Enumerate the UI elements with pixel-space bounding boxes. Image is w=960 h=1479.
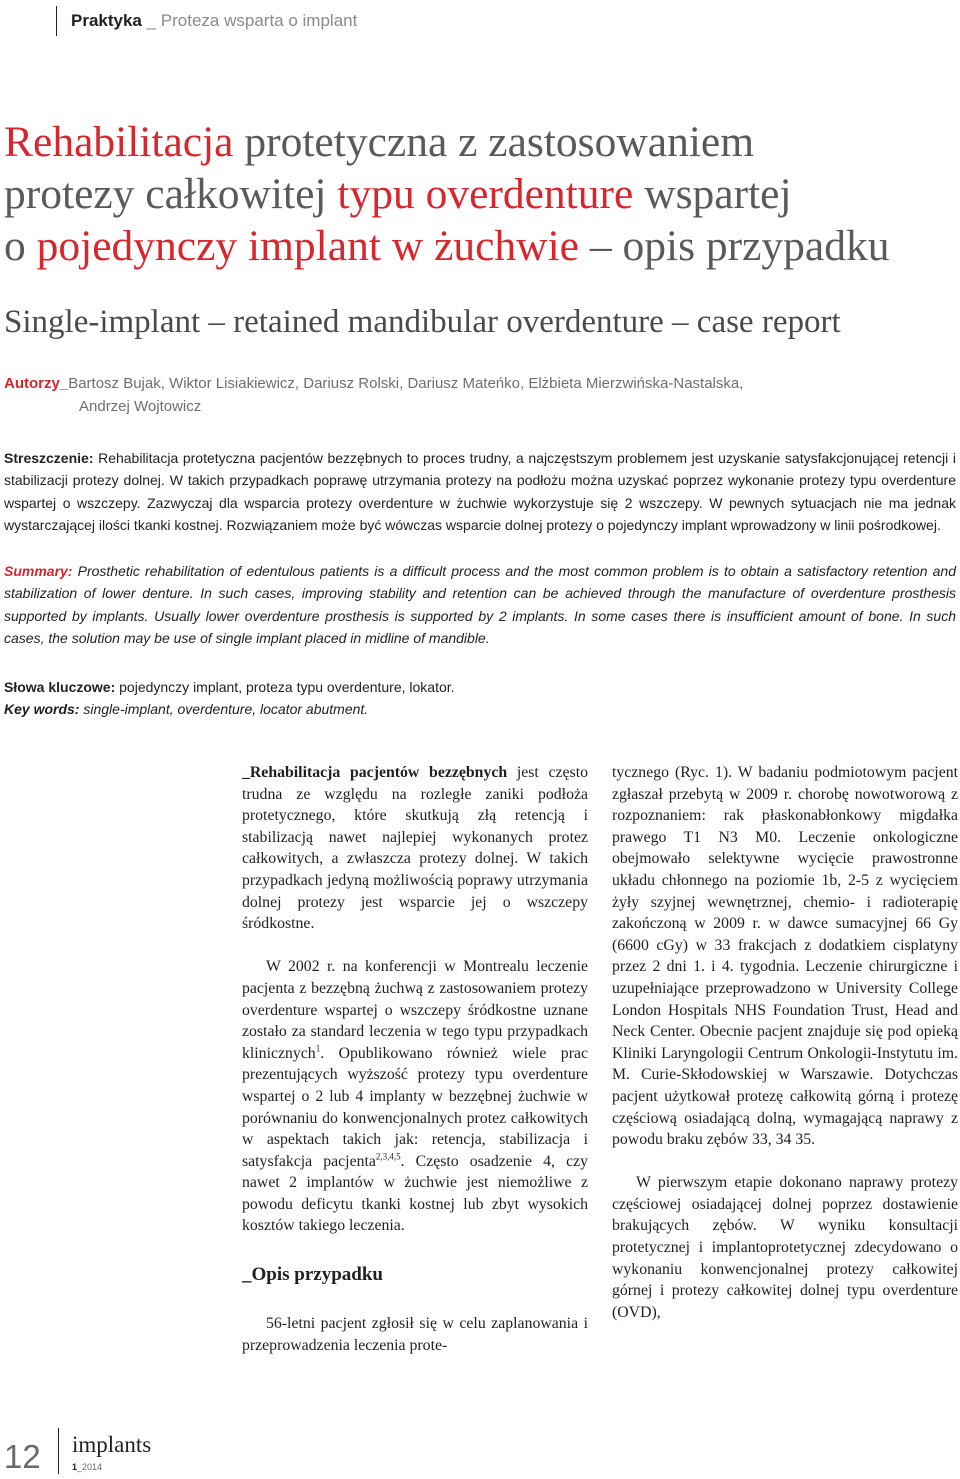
title-line-1	[4, 116, 956, 168]
reference-mark: 1	[315, 1043, 321, 1054]
abstract	[4, 447, 956, 536]
paragraph: 56-letni pacjent zgłosił się w celu zaplanowania i przeprowadzenia leczenia prote-	[242, 1315, 588, 1354]
authors	[4, 372, 956, 418]
body-column-2	[612, 762, 958, 1323]
page-number: 12	[4, 1438, 41, 1475]
title-part: protetyczna z zastosowaniem	[233, 118, 755, 166]
issue-number	[72, 1462, 102, 1472]
issue-year: _2014	[77, 1462, 103, 1472]
keywords-en: single-implant, overdenture, locator abutment.	[79, 701, 369, 717]
paragraph	[242, 956, 588, 1237]
paragraph: W pierwszym etapie dokonano naprawy protezy częściowej osiadającej dolnej poprzez dostawienie brakujących zębów. W wyniku konsultacji protetycznej i implantoprotetycznej zdecydowano o wykonaniu konwencjonalnej protezy całkowitej górnej i protezy całkowitej dolnej typu overdenture (OVD),	[612, 1174, 958, 1321]
authors-line-1: Bartosz Bujak, Wiktor Lisiakiewicz, Dariusz Rolski, Dariusz Mateńko, Elżbieta Mierzwińska-Nastalska,	[68, 375, 744, 392]
title-part: wspartej	[633, 170, 792, 218]
section-subtitle: Proteza wsparta o implant	[160, 11, 358, 30]
section-heading: _Opis przypadku	[242, 1264, 383, 1286]
article-title	[4, 116, 956, 272]
page-footer	[4, 1428, 304, 1476]
paragraph-text: jest często trudna ze względu na rozległe zaniki podłoża protetycznego, które skutkują złą retencją i stabilizacją nawet najlepiej wykonanych protez całkowitych, a zwłaszcza protezy dolnej. W takich przypadkach jedyną możliwością poprawy utrzymania dolnej protezy jest wsparcie jej o wszczepy śródkostne.	[242, 764, 588, 933]
abstract-label: Streszczenie:	[4, 450, 94, 466]
paragraph: tycznego (Ryc. 1). W badaniu podmiotowym pacjent zgłaszał przebytą w 2009 r. chorobę nowotworową z rozpoznaniem: rak płaskonabłonkowy migdałka prawego T1 N3 M0. Leczenie onkologiczne obejmowało selektywne wycięcie prawostronne układu chłonnego na poziomie 1b, 2-5 z wycięciem żyły szyjnej wewnętrznej, chemio- i radioterapię zakończoną w 2009 r. w dawce sumacyjnej 66 Gy (6600 cGy) w 33 frakcjach z dodatkiem cisplatyny przez 2 dni 1. i 4. tygodnia. Leczenie chirurgiczne i uzupełniające przeprowadzono w University College London Hospitals NHS Foundation Trust, Head and Neck Center. Obecnie pacjent znajduje się pod opieką Kliniki Laryngologii Centrum Onkologii-Instytutu im. M. Curie-Skłodowskiej w Warszawie. Dotychczas pacjent użytkował protezę całkowitą górną i protezę częściową osiadającą dolną, wymagającą naprawy z powodu braku zębów 33, 34 35.	[612, 764, 958, 1149]
summary	[4, 560, 956, 649]
title-part: pojedynczy implant w żuchwie	[36, 222, 579, 270]
summary-label: Summary:	[4, 563, 73, 579]
keywords-pl-label: Słowa kluczowe:	[4, 679, 116, 695]
paragraph-text: W 2002 r. na konferencji w Montrealu leczenie pacjenta z bezzębną żuchwą z zastosowaniem protezy overdenture wspartej o wszczepy śródkostne uznane zostało za standard leczenia w tego typu przypadkach klinicznych	[242, 958, 588, 1062]
english-title: Single-implant – retained mandibular overdenture – case report	[4, 304, 841, 340]
title-part: o	[4, 222, 37, 270]
keywords-pl: pojedynczy implant, proteza typu overdenture, lokator.	[115, 679, 455, 695]
issue-num: 1	[72, 1462, 78, 1472]
authors-label: Autorzy_	[4, 375, 69, 392]
abstract-text: Rehabilitacja protetyczna pacjentów bezzębnych to proces trudny, a najczęstszym problemem jest uzyskanie satysfakcjonującej retencji i stabilizacji protezy dolnej. W takich przypadkach poprawę utrzymania protezy na podłożu można uzyskać poprzez wykonanie protezy typu overdenture wspartej o wszczepy. Zazwyczaj dla wsparcia protezy overdenture w żuchwie wykorzystuje się 2 wszczepy. W pewnych sytuacjach nie ma jednak wystarczającej ilości tkanki kostnej. Rozwiązaniem może być wówczas wsparcie dolnej protezy o pojedynczy implant wprowadzony w linii pośrodkowej.	[4, 450, 956, 533]
footer-divider	[58, 1428, 59, 1474]
keywords	[4, 676, 956, 720]
journal-name: implants	[72, 1432, 152, 1457]
lead-in: _Rehabilitacja pacjentów bezzębnych	[242, 764, 508, 781]
header-separator: _	[141, 11, 161, 30]
title-line-3	[4, 220, 956, 272]
authors-line-2: Andrzej Wojtowicz	[79, 398, 202, 415]
paragraph	[242, 762, 588, 935]
paragraph-text: . Opublikowano również wiele prac prezentujących wyższość protezy typu overdenture wspartej o 2 lub 4 implanty w bezzębnej żuchwie w porównaniu do konwencjonalnych protez całkowitych w aspektach takich jak: retencja, stabilizacja i satysfakcja pacjenta	[242, 1044, 588, 1170]
paragraph-text: . Często osadzenie 4, czy nawet 2 implantów w żuchwie jest niemożliwe z powodu deficytu tkanki kostnej lub zbyt wysokich kosztów takiego leczenia.	[242, 1152, 588, 1235]
title-line-2	[4, 168, 956, 220]
title-part: Rehabilitacja	[4, 118, 234, 166]
running-header	[56, 6, 357, 36]
reference-mark: 2,3,4,5	[375, 1151, 401, 1162]
summary-text: Prosthetic rehabilitation of edentulous patients is a difficult process and the most common problem is to obtain a satisfactory retention and stabilization of lower denture. In such cases, improving stability and retention can be achieved through the manufacture of overdenture prosthesis supported by implants. Usually lower overdenture prosthesis is supported by 2 implants. In some cases there is insufficient amount of bone. In such cases, the solution may be use of single implant placed in midline of mandible.	[4, 563, 956, 646]
title-part: protezy całkowitej	[4, 170, 338, 218]
section-name: Praktyka	[71, 11, 142, 30]
title-part: typu overdenture	[337, 170, 634, 218]
body-column-1	[242, 762, 588, 1356]
keywords-en-label: Key words:	[4, 701, 80, 717]
title-part: – opis przypadku	[579, 222, 890, 270]
